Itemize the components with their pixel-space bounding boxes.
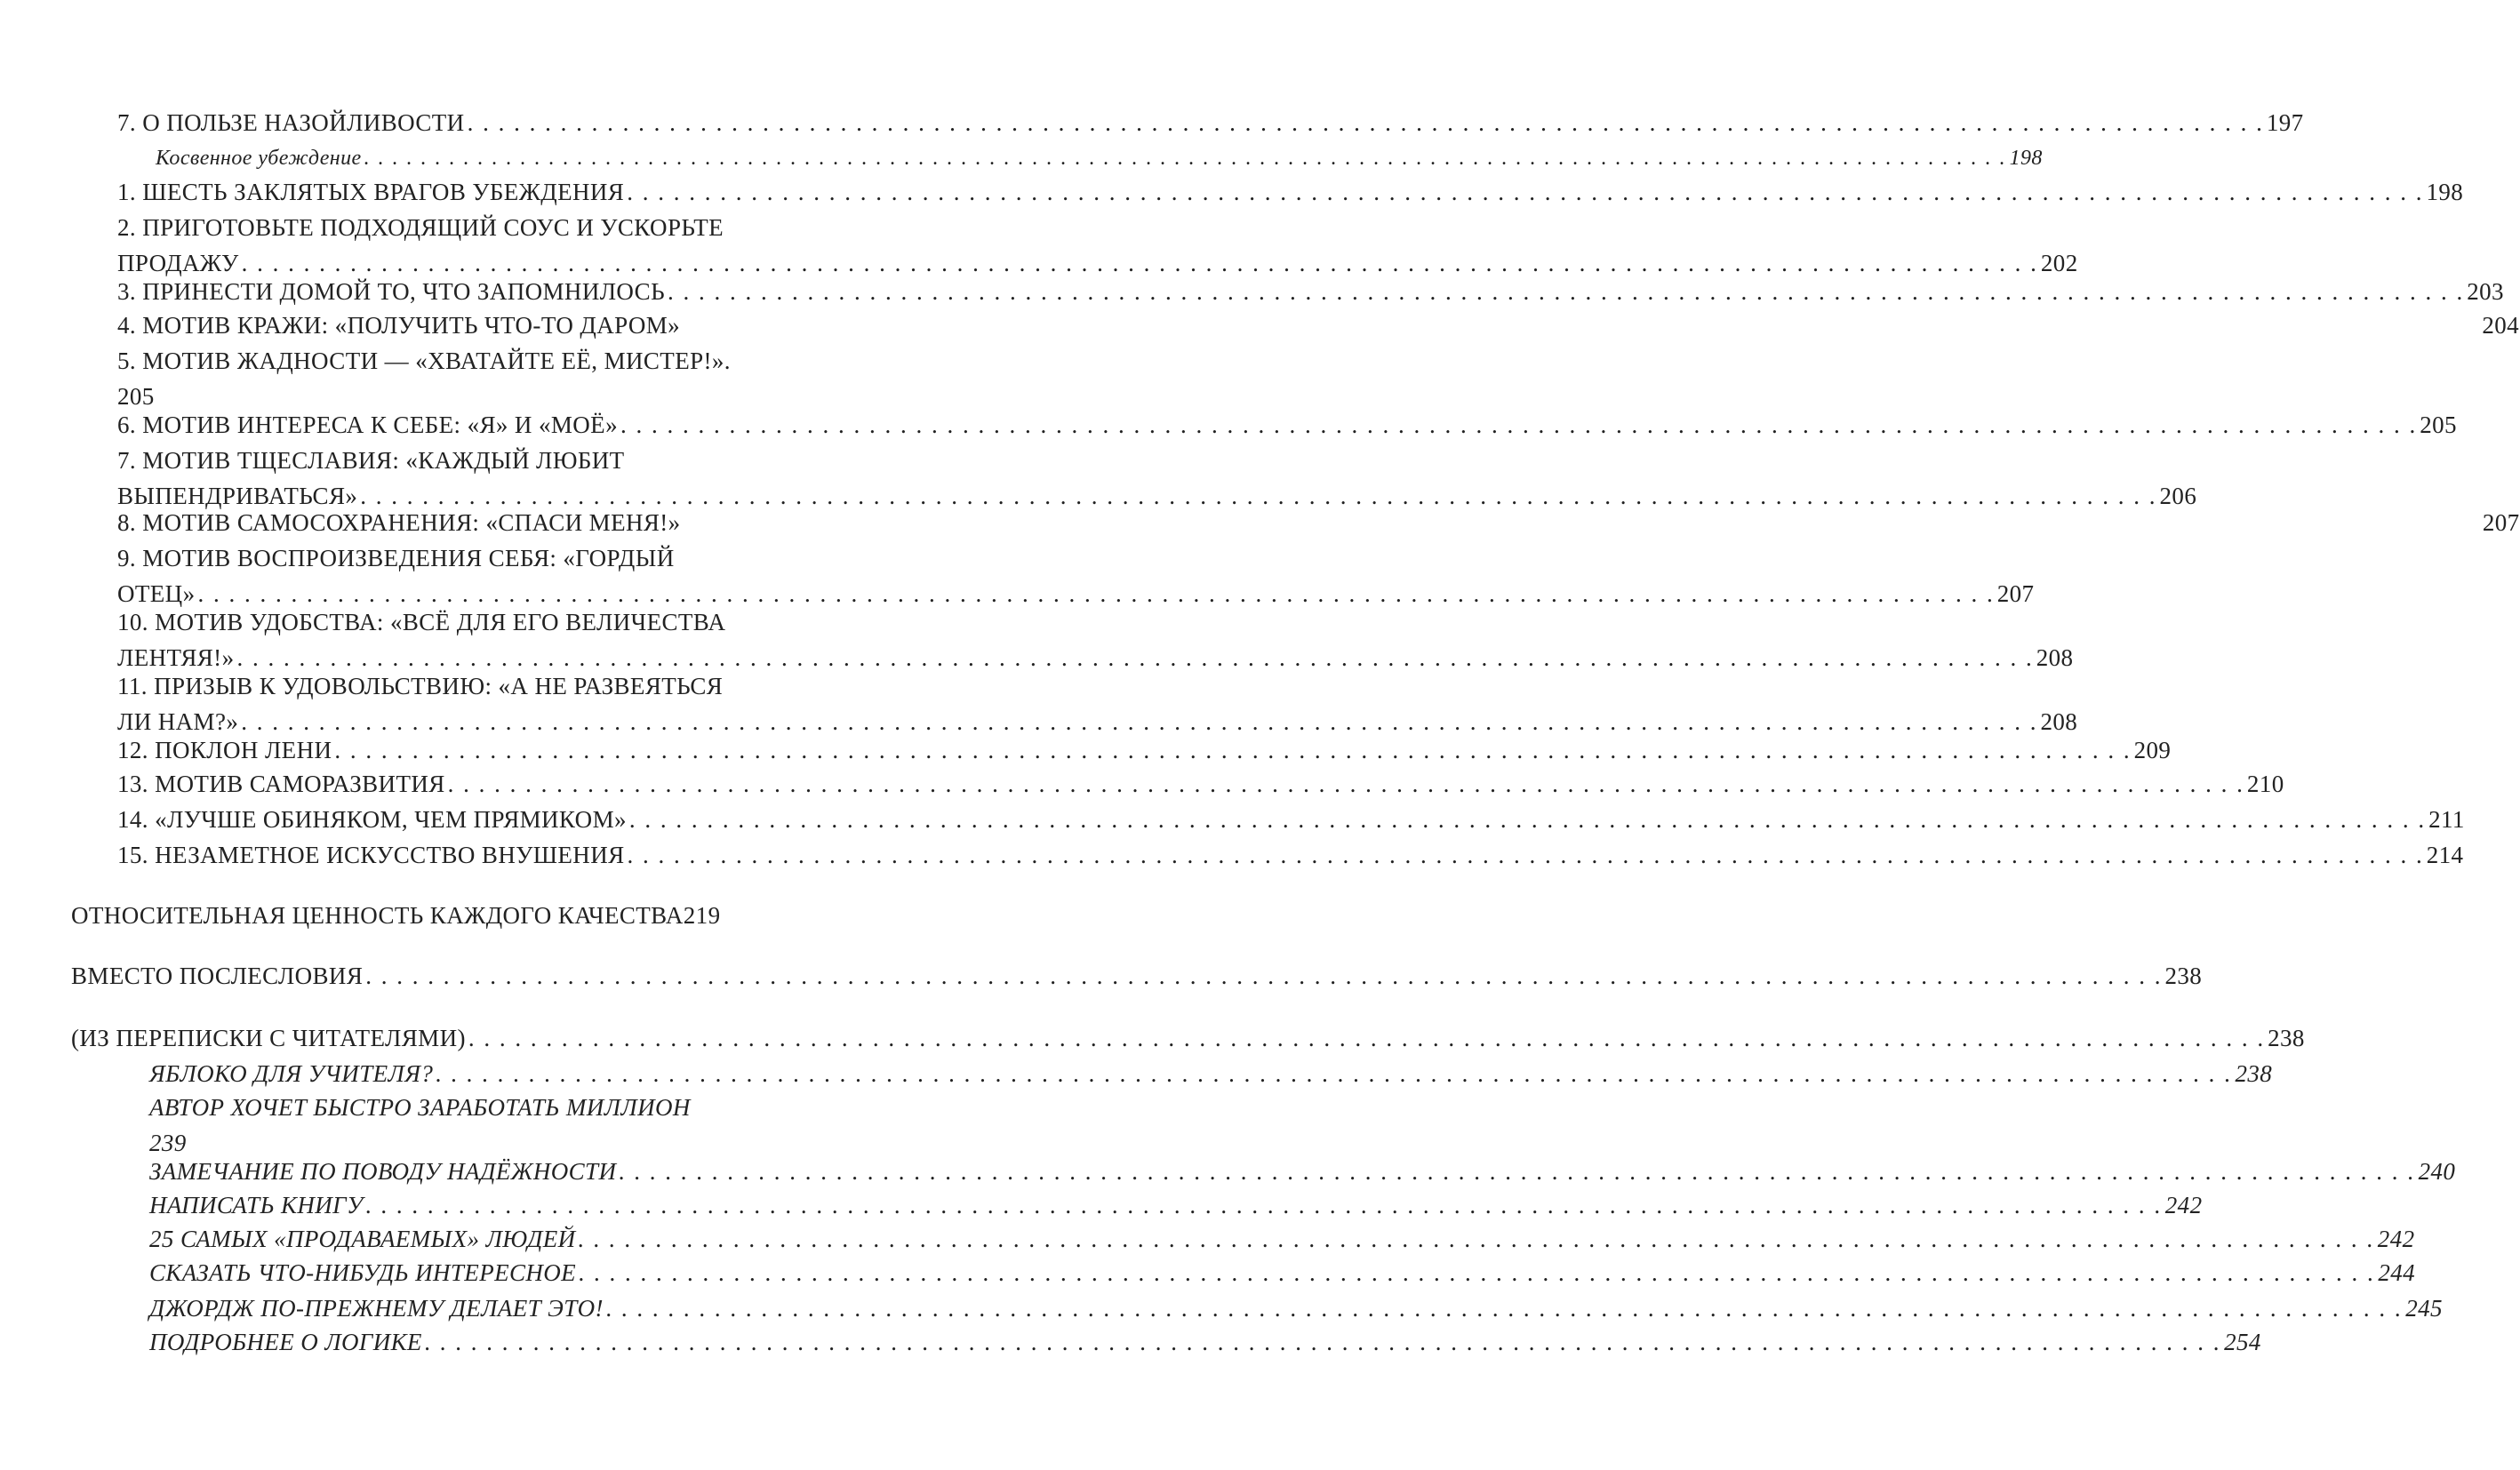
toc-entry — [117, 540, 2035, 611]
toc-entry — [117, 604, 2074, 675]
toc-page: 202 — [2040, 250, 2078, 276]
toc-page: 207 — [1996, 580, 2035, 607]
toc-entry — [149, 1056, 2273, 1091]
toc-page: 205 — [2420, 411, 2457, 438]
toc-entry — [156, 140, 2043, 176]
toc-title: 12. ПОКЛОН ЛЕНИ — [117, 737, 332, 763]
toc-page: 208 — [2040, 708, 2078, 735]
toc-title-line1: 10. МОТИВ УДОБСТВА: «ВСЁ ДЛЯ ЕГО ВЕЛИЧЕСТВА — [117, 609, 726, 635]
toc-entry — [117, 174, 2464, 210]
toc-page: 198 — [2426, 179, 2464, 205]
toc-title: 4. МОТИВ КРАЖИ: «ПОЛУЧИТЬ ЧТО-ТО ДАРОМ» — [117, 312, 681, 339]
toc-title: ЯБЛОКО ДЛЯ УЧИТЕЛЯ? — [149, 1060, 434, 1087]
toc-title-line2: ЛЕНТЯЯ!» — [117, 644, 235, 671]
toc-title-line2: ВЫПЕНДРИВАТЬСЯ» — [117, 483, 358, 509]
toc-page: 219 — [683, 902, 721, 929]
toc-entry — [149, 1090, 791, 1161]
toc-page: 207 — [2482, 509, 2520, 536]
toc-title: (ИЗ ПЕРЕПИСКИ С ЧИТАТЕЛЯМИ) — [71, 1025, 466, 1051]
toc-title: 1. ШЕСТЬ ЗАКЛЯТЫХ ВРАГОВ УБЕЖДЕНИЯ — [117, 179, 625, 205]
toc-entry — [117, 732, 2172, 768]
toc-entry — [117, 766, 2284, 802]
toc-title: НАПИСАТЬ КНИГУ — [149, 1192, 364, 1218]
toc-page: 209 — [2133, 737, 2172, 763]
toc-page: 238 — [2268, 1025, 2305, 1051]
toc-entry — [117, 343, 791, 414]
toc-page: 205 — [117, 383, 155, 410]
toc-title: 6. МОТИВ ИНТЕРЕСА К СЕБЕ: «Я» И «МОЁ» — [117, 411, 618, 438]
toc-title: ДЖОРДЖ ПО-ПРЕЖНЕМУ ДЕЛАЕТ ЭТО! — [149, 1295, 604, 1322]
toc-title: Косвенное убеждение — [156, 147, 362, 170]
toc-entry — [117, 105, 2304, 140]
toc-entry — [149, 1324, 2261, 1360]
toc-page: 254 — [2224, 1329, 2261, 1355]
toc-page: 204 — [2482, 312, 2520, 339]
toc-title: 3. ПРИНЕСТИ ДОМОЙ ТО, ЧТО ЗАПОМНИЛОСЬ — [117, 278, 665, 305]
toc-title: 14. «ЛУЧШЕ ОБИНЯКОМ, ЧЕМ ПРЯМИКОМ» — [117, 806, 627, 833]
toc-entry — [149, 1187, 2203, 1223]
toc-page: 206 — [2159, 483, 2197, 509]
toc-title: ОТНОСИТЕЛЬНАЯ ЦЕННОСТЬ КАЖДОГО КАЧЕСТВА — [71, 902, 684, 929]
toc-title: 25 САМЫХ «ПРОДАВАЕМЫХ» ЛЮДЕЙ — [149, 1226, 576, 1252]
toc-title: 13. МОТИВ САМОРАЗВИТИЯ — [117, 771, 445, 797]
toc-title: ВМЕСТО ПОСЛЕСЛОВИЯ — [71, 963, 364, 989]
toc-title-line2: ЛИ НАМ?» — [117, 708, 239, 735]
toc-section — [71, 898, 791, 933]
toc-entry — [117, 668, 2078, 739]
toc-entry — [149, 1255, 2416, 1290]
toc-title: ЗАМЕЧАНИЕ ПО ПОВОДУ НАДЁЖНОСТИ — [149, 1158, 617, 1185]
toc-title: 8. МОТИВ САМОСОХРАНЕНИЯ: «СПАСИ МЕНЯ!» — [117, 509, 681, 536]
toc-title: 7. О ПОЛЬЗЕ НАЗОЙЛИВОСТИ — [117, 109, 465, 136]
toc-page: 242 — [2164, 1192, 2203, 1218]
toc-entry — [149, 1290, 2443, 1326]
toc-title-line1: 11. ПРИЗЫВ К УДОВОЛЬСТВИЮ: «А НЕ РАЗВЕЯТЬСЯ — [117, 673, 724, 699]
toc-page: 240 — [2418, 1158, 2456, 1185]
toc-section — [71, 958, 2203, 994]
toc-page: 210 — [2246, 771, 2284, 797]
toc-page: 238 — [2164, 963, 2203, 989]
toc-entry — [149, 1154, 2456, 1189]
toc-entry — [117, 210, 2078, 281]
toc-entry — [149, 1221, 2415, 1257]
toc-page: 214 — [2426, 842, 2464, 868]
toc-title: АВТОР ХОЧЕТ БЫСТРО ЗАРАБОТАТЬ МИЛЛИОН — [149, 1094, 691, 1121]
toc-title: 15. НЕЗАМЕТНОЕ ИСКУССТВО ВНУШЕНИЯ — [117, 842, 625, 868]
toc-page: 198 — [2009, 147, 2043, 170]
toc-page: 238 — [2235, 1060, 2273, 1087]
toc-section — [71, 1020, 2305, 1056]
toc-title-line2: ОТЕЦ» — [117, 580, 196, 607]
toc-entry — [117, 505, 2520, 540]
toc-entry — [117, 837, 2464, 873]
toc-title: СКАЗАТЬ ЧТО-НИБУДЬ ИНТЕРЕСНОЕ — [149, 1259, 577, 1286]
toc-title-line1: 7. МОТИВ ТЩЕСЛАВИЯ: «КАЖДЫЙ ЛЮБИТ — [117, 447, 625, 474]
toc-page: 245 — [2405, 1295, 2443, 1322]
toc-title: 5. МОТИВ ЖАДНОСТИ — «ХВАТАЙТЕ ЕЁ, МИСТЕР!». — [117, 348, 731, 374]
toc-page: 244 — [2378, 1259, 2416, 1286]
toc-entry — [117, 308, 2520, 343]
toc-title-line1: 2. ПРИГОТОВЬТЕ ПОДХОДЯЩИЙ СОУС И УСКОРЬТЕ — [117, 214, 724, 241]
toc-page: 239 — [149, 1130, 187, 1156]
toc-page: 242 — [2377, 1226, 2415, 1252]
toc-title-line2: ПРОДАЖУ — [117, 250, 239, 276]
toc-entry — [117, 802, 2465, 837]
toc-title-line1: 9. МОТИВ ВОСПРОИЗВЕДЕНИЯ СЕБЯ: «ГОРДЫЙ — [117, 545, 675, 571]
toc-title: ПОДРОБНЕЕ О ЛОГИКЕ — [149, 1329, 422, 1355]
toc-page: 203 — [2467, 278, 2504, 305]
toc-entry — [117, 407, 2457, 443]
toc-entry — [117, 274, 2504, 309]
toc-entry — [117, 443, 2197, 514]
toc-page: 208 — [2036, 644, 2074, 671]
toc-page: 211 — [2428, 806, 2465, 833]
toc-page: 197 — [2266, 109, 2304, 136]
